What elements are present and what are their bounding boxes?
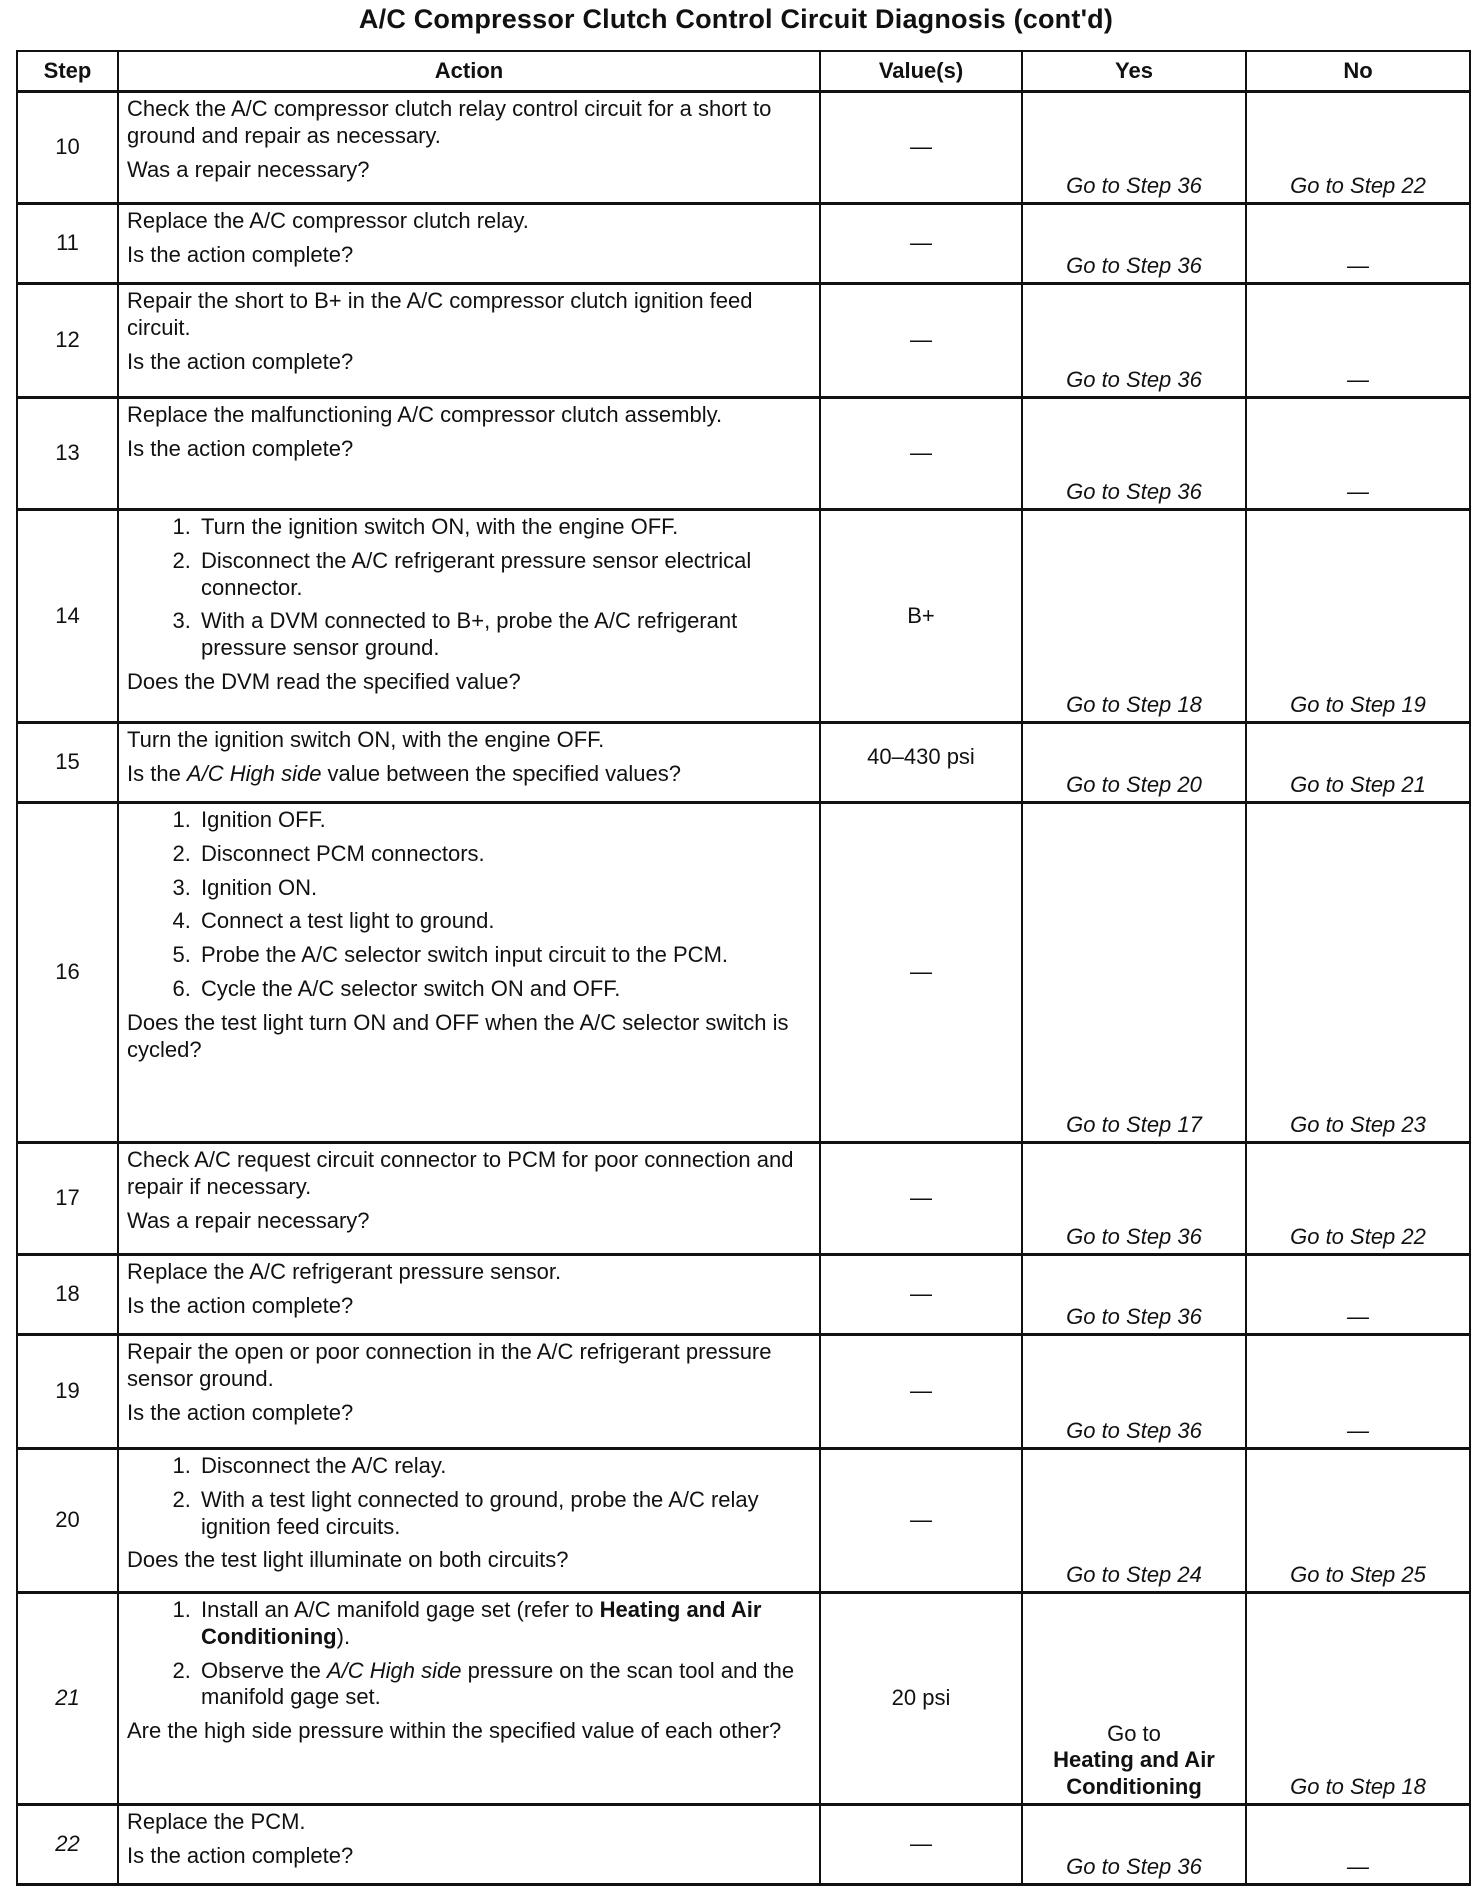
list-item: 1. Disconnect the A/C relay. [197,1453,811,1480]
list-item [197,1658,811,1712]
list-item: 4. Connect a test light to ground. [197,908,811,935]
step-number: 14 [17,510,118,723]
action-text: Check the A/C compressor clutch relay control circuit for a short to ground and repair as necessary. [127,96,772,148]
action-text: Replace the PCM. [127,1809,306,1834]
action-cell [118,284,820,398]
action-question: Does the test light turn ON and OFF when the A/C selector switch is cycled? [127,1009,789,1062]
list-item: 1. Ignition OFF. [197,807,811,834]
table-row [17,204,1470,284]
table-row [17,1143,1470,1255]
action-text: Turn the ignition switch ON, with the engine OFF. [127,727,605,752]
list-item-reference: Heating and Air Conditioning [201,1597,762,1649]
table-row [17,510,1470,723]
header-value: Value(s) [820,51,1022,92]
yes-cell: Go to Step 18 [1022,510,1246,723]
value-cell: — [820,204,1022,284]
no-cell: — [1246,1335,1470,1449]
yes-cell: Go to Step 36 [1022,398,1246,510]
no-cell: Go to Step 23 [1246,803,1470,1143]
step-number: 21 [17,1593,118,1805]
value-cell: — [820,1143,1022,1255]
step-number: 18 [17,1255,118,1335]
question-emphasis: A/C High side [186,760,322,786]
action-text: Repair the open or poor connection in the A/C refrigerant pressure sensor ground. [127,1339,772,1391]
step-number: 19 [17,1335,118,1449]
no-cell: Go to Step 21 [1246,723,1470,803]
action-cell [118,92,820,204]
yes-cell: Go to Step 17 [1022,803,1246,1143]
action-steps-list [127,1453,811,1540]
action-question: Is the action complete? [127,1292,354,1318]
action-steps-list [127,1597,811,1711]
action-question: Was a repair necessary? [127,1207,370,1233]
yes-cell: Go to Step 36 [1022,204,1246,284]
step-number: 20 [17,1449,118,1593]
table-row [17,1805,1470,1885]
step-number: 10 [17,92,118,204]
no-cell: Go to Step 22 [1246,92,1470,204]
step-number: 12 [17,284,118,398]
action-question: Does the DVM read the specified value? [127,669,521,695]
action-cell [118,1335,820,1449]
table-row [17,803,1470,1143]
value-cell: — [820,1335,1022,1449]
action-steps-list [127,514,811,662]
action-cell [118,1805,820,1885]
action-cell [118,204,820,284]
list-item: 2. With a test light connected to ground, probe the A/C relay ignition feed circuits. [197,1487,811,1541]
action-cell [118,803,820,1143]
yes-cell: Go to Step 36 [1022,92,1246,204]
header-action: Action [118,51,820,92]
diagnosis-table [16,50,1471,1886]
list-item [197,1597,811,1651]
list-item: 5. Probe the A/C selector switch input circuit to the PCM. [197,942,811,969]
value-cell: — [820,1449,1022,1593]
no-cell: — [1246,284,1470,398]
list-item: 2. Disconnect PCM connectors. [197,841,811,868]
table-row [17,1449,1470,1593]
yes-goto-reference: Heating and Air Conditioning [1053,1747,1215,1800]
action-question: Does the test light illuminate on both circuits? [127,1547,569,1573]
step-number: 11 [17,204,118,284]
no-cell: — [1246,204,1470,284]
list-item-text: Observe the [201,1657,327,1683]
table-row [17,723,1470,803]
table-row [17,284,1470,398]
list-item: 3. With a DVM connected to B+, probe the A/C refrigerant pressure sensor ground. [197,608,811,662]
no-cell: — [1246,1805,1470,1885]
value-cell: 40–430 psi [820,723,1022,803]
yes-cell: Go to Step 36 [1022,1255,1246,1335]
table-row [17,1335,1470,1449]
no-cell: Go to Step 18 [1246,1593,1470,1805]
step-number: 15 [17,723,118,803]
yes-goto-text: Go to [1107,1720,1161,1746]
value-cell: — [820,284,1022,398]
action-question: Are the high side pressure within the specified value of each other? [127,1718,782,1744]
yes-cell [1022,1593,1246,1805]
list-item-emphasis: A/C High side [326,1657,462,1683]
action-question: Is the action complete? [127,1399,354,1425]
step-number: 17 [17,1143,118,1255]
list-item-text: ). [336,1623,351,1649]
yes-cell: Go to Step 20 [1022,723,1246,803]
action-question: Is the action complete? [127,435,354,461]
action-question: Was a repair necessary? [127,156,370,182]
value-cell: — [820,803,1022,1143]
header-step: Step [17,51,118,92]
action-text: Replace the A/C compressor clutch relay. [127,208,529,233]
list-item: 2. Disconnect the A/C refrigerant pressure sensor electrical connector. [197,548,811,602]
value-cell: — [820,1805,1022,1885]
action-text: Replace the A/C refrigerant pressure sensor. [127,1259,562,1284]
action-text: Repair the short to B+ in the A/C compressor clutch ignition feed circuit. [127,288,753,340]
step-number: 22 [17,1805,118,1885]
action-text: Check A/C request circuit connector to PCM for poor connection and repair if necessary. [127,1147,794,1199]
question-text: Is the [127,760,187,786]
action-cell [118,1593,820,1805]
list-item: 6. Cycle the A/C selector switch ON and OFF. [197,976,811,1003]
step-number: 16 [17,803,118,1143]
no-cell: Go to Step 19 [1246,510,1470,723]
no-cell: — [1246,398,1470,510]
header-no: No [1246,51,1470,92]
table-row [17,92,1470,204]
yes-cell: Go to Step 36 [1022,1143,1246,1255]
action-question [127,761,811,788]
list-item: 1. Turn the ignition switch ON, with the engine OFF. [197,514,811,541]
list-item-text: pressure on the scan tool and the manifold gage set. [201,1657,795,1710]
action-cell [118,398,820,510]
yes-cell: Go to Step 24 [1022,1449,1246,1593]
step-number: 13 [17,398,118,510]
table-row [17,1255,1470,1335]
value-cell: — [820,398,1022,510]
action-question: Is the action complete? [127,348,354,374]
no-cell: — [1246,1255,1470,1335]
value-cell: 20 psi [820,1593,1022,1805]
list-item-text: Install an A/C manifold gage set (refer to [201,1597,600,1622]
value-cell: — [820,1255,1022,1335]
header-row [17,51,1470,92]
action-cell [118,1143,820,1255]
action-cell [118,1255,820,1335]
page-title: A/C Compressor Clutch Control Circuit Diagnosis (cont'd) [358,4,1114,34]
question-text: value between the specified values? [321,760,682,786]
action-steps-list [127,807,811,1003]
list-item: 3. Ignition ON. [197,875,811,902]
action-text: Replace the malfunctioning A/C compressor clutch assembly. [127,402,723,427]
header-yes: Yes [1022,51,1246,92]
action-cell [118,723,820,803]
yes-cell: Go to Step 36 [1022,1805,1246,1885]
value-cell: — [820,92,1022,204]
action-cell [118,510,820,723]
action-question: Is the action complete? [127,1842,354,1868]
table-row [17,398,1470,510]
action-cell [118,1449,820,1593]
no-cell: Go to Step 25 [1246,1449,1470,1593]
no-cell: Go to Step 22 [1246,1143,1470,1255]
action-question: Is the action complete? [127,241,354,267]
yes-cell: Go to Step 36 [1022,284,1246,398]
yes-cell: Go to Step 36 [1022,1335,1246,1449]
table-row [17,1593,1470,1805]
value-cell: B+ [820,510,1022,723]
